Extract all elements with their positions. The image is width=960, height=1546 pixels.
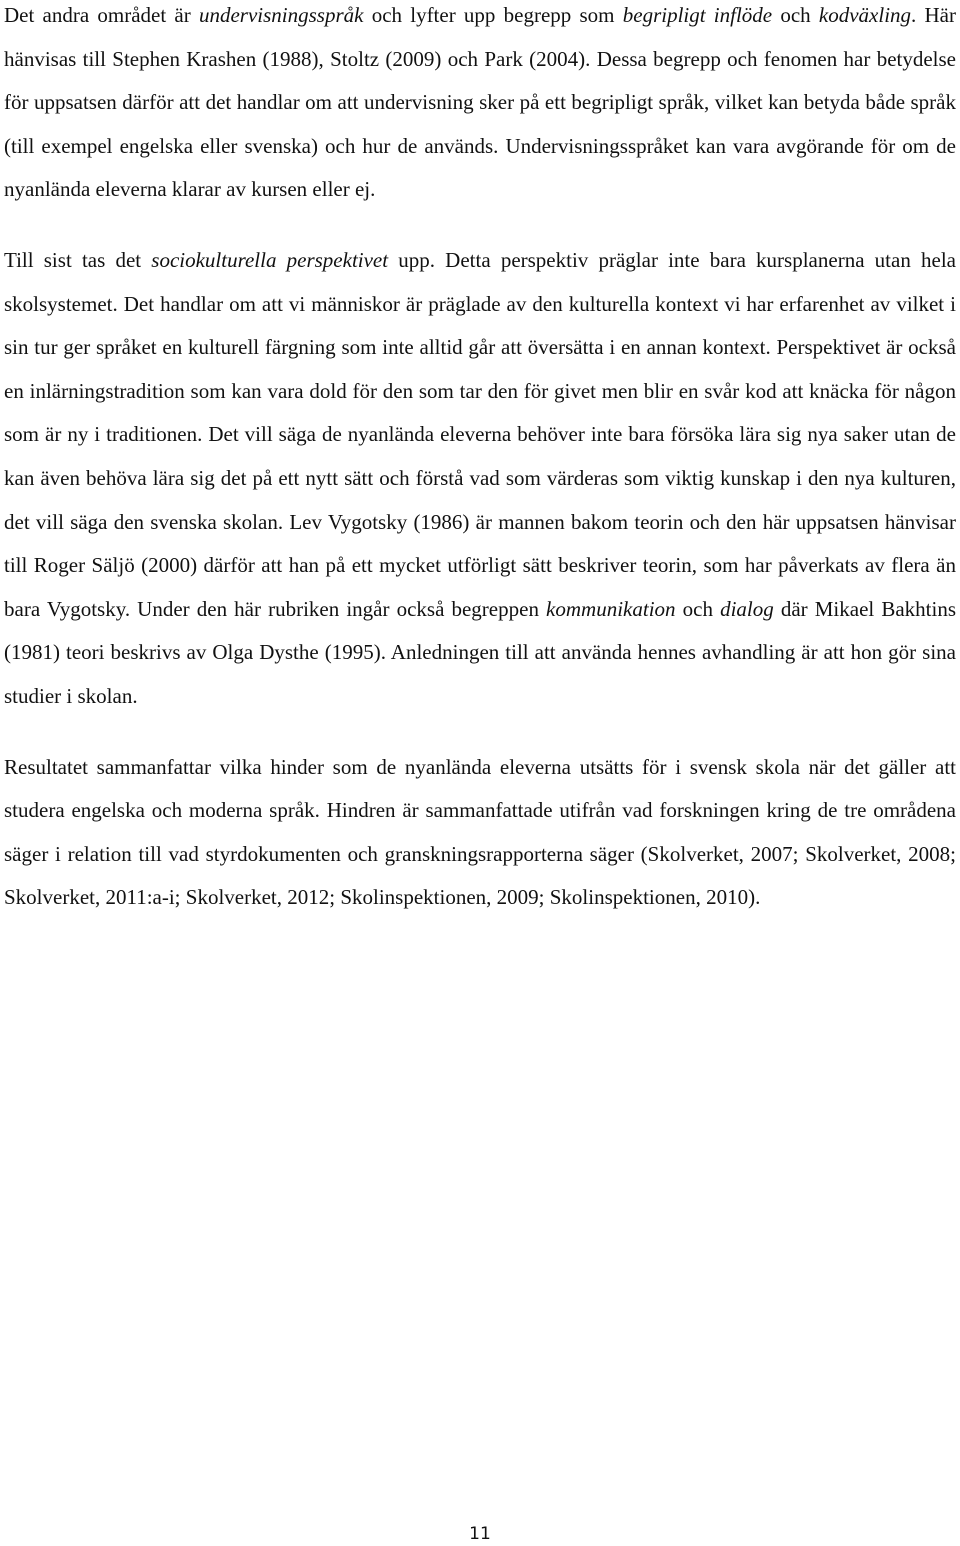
- text-run: Det andra området är: [4, 3, 199, 27]
- paragraph-resultatet: [4, 746, 956, 920]
- text-run: och: [772, 3, 819, 27]
- italic-term: dialog: [720, 596, 774, 621]
- paragraph-undervisningssprak: [4, 0, 956, 212]
- italic-term: kommunikation: [546, 596, 676, 621]
- text-run: upp. Detta perspektiv präglar inte bara kursplanerna utan hela skolsystemet. Det handlar om att vi människor är präglade av den kulturella kontext vi har erfarenhet av vilket i sin tur ger språket en kulturell färgning som inte alltid går att översätta i en annan kontext. Perspektivet är också en inlärningstradition som kan vara dold för den som tar den för givet men blir en svår kod att knäcka för någon som är ny i traditionen. Det vill säga de nyanlända eleverna behöver inte bara försöka lära sig nya saker utan de kan även behöva lära sig det på ett nytt sätt och förstå vad som värderas som viktig kunskap i den nya kulturen, det vill säga den svenska skolan. Lev Vygotsky (1986) är mannen bakom teorin och den här uppsatsen hänvisar till Roger Säljö (2000) därför att han på ett mycket utförligt sätt beskriver teorin, som har påverkats av flera än bara Vygotsky. Under den här rubriken ingår också begreppen: [4, 247, 956, 621]
- text-run: Till sist tas det: [4, 247, 152, 272]
- italic-term: undervisningsspråk: [198, 3, 364, 27]
- page-number: 11: [469, 1524, 491, 1544]
- paragraph-spacer: [4, 212, 956, 239]
- text-run: Resultatet sammanfattar vilka hinder som de nyanlända eleverna utsätts för i svensk skola när det gäller att studera engelska och moderna språk. Hindren är sammanfattade utifrån vad forskningen kring de tre områdena säger i relation till vad styrdokumenten och granskningsrapporterna säger (Skolverket, 2007; Skolverket, 2008; Skolverket, 2011:a-i; Skolverket, 2012; Skolinspektionen, 2009; Skolinspektionen, 2010).: [4, 754, 956, 910]
- italic-term: sociokulturella perspektivet: [151, 247, 389, 272]
- text-run: där Mikael Bakhtins (1981) teori beskrivs av Olga Dysthe (1995). Anledningen till att använda hennes avhandling är att hon gör sina studier i skolan.: [4, 596, 956, 708]
- document-page: [4, 0, 956, 920]
- text-run: . Här hänvisas till Stephen Krashen (1988), Stoltz (2009) och Park (2004). Dessa begrepp och fenomen har betydelse för uppsatsen därför att det handlar om att undervisning sker på ett begripligt språk, vilket kan betyda både språk (till exempel engelska eller svenska) och hur de används. Undervisningsspråket kan vara avgörande för om de nyanlända eleverna klarar av kursen eller ej.: [4, 3, 956, 202]
- text-run: och: [675, 596, 721, 621]
- paragraph-spacer: [4, 719, 956, 746]
- paragraph-sociokulturella: [4, 239, 956, 719]
- italic-term: kodväxling: [818, 3, 912, 27]
- italic-term: begripligt inflöde: [622, 3, 773, 27]
- text-run: och lyfter upp begrepp som: [363, 3, 623, 27]
